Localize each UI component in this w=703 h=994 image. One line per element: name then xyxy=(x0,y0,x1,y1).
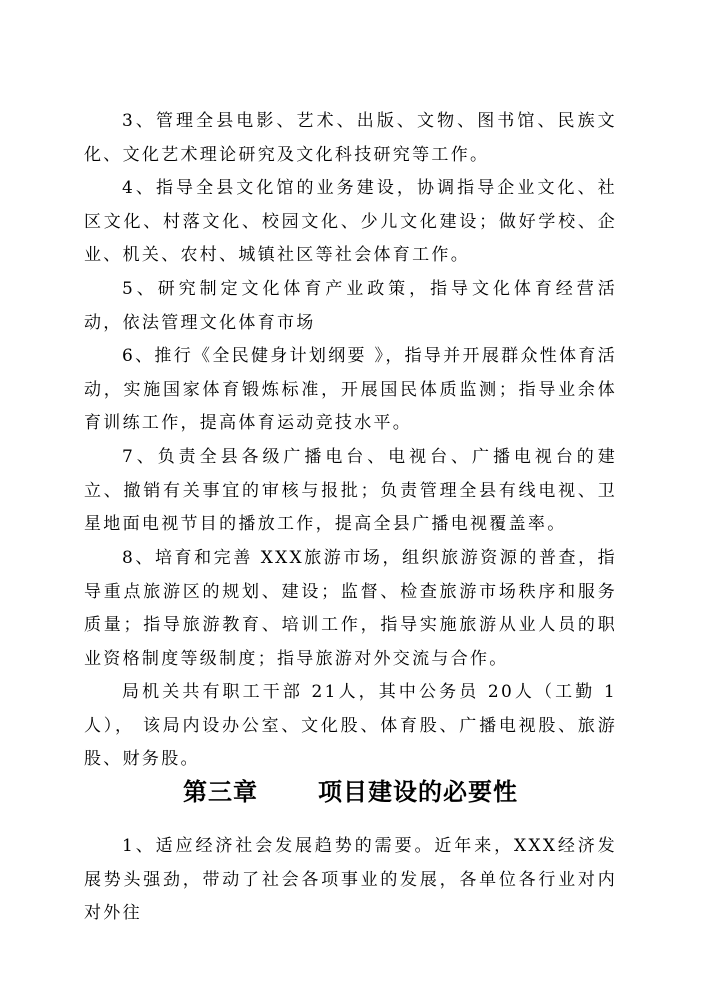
chapter-title: 项目建设的必要性 xyxy=(318,778,518,806)
paragraph-item-7: 7、负责全县各级广播电台、电视台、广播电视台的建立、撤销有关事宜的审核与报批；负责管理全县有线电视、卫星地面电视节目的播放工作，提高全县广播电视覆盖率。 xyxy=(84,447,617,535)
paragraph-item-5: 5、研究制定文化体育产业政策，指导文化体育经营活动，依法管理文化体育市场 xyxy=(84,279,617,333)
chapter-number: 第三章 xyxy=(183,778,258,806)
paragraph-necessity-1: 1、适应经济社会发展趋势的需要。近年来，XXX经济发展势头强劲，带动了社会各项事业的发展，各单位各行业对内对外往 xyxy=(84,836,617,924)
paragraph-item-8: 8、培育和完善 XXX旅游市场，组织旅游资源的普查，指导重点旅游区的规划、建设；监督、检查旅游市场秩序和服务质量；指导旅游教育、培训工作，指导实施旅游从业人员的职业资格制度等级制度；指导旅游对外交流与合作。 xyxy=(84,548,617,669)
paragraph-item-4: 4、指导全县文化馆的业务建设，协调指导企业文化、社区文化、村落文化、校园文化、少儿文化建设；做好学校、企业、机关、农村、城镇社区等社会体育工作。 xyxy=(84,178,617,266)
paragraph-item-3: 3、管理全县电影、艺术、出版、文物、图书馆、民族文化、文化艺术理论研究及文化科技研究等工作。 xyxy=(84,111,617,165)
paragraph-staffing: 局机关共有职工干部 21人，其中公务员 20人（工勤 1人）， 该局内设办公室、文化股、体育股、广播电视股、旅游股、财务股。 xyxy=(84,682,617,770)
chapter-heading xyxy=(84,772,617,812)
paragraph-item-6: 6、推行《全民健身计划纲要 》，指导并开展群众性体育活动，实施国家体育锻炼标准，开展国民体质监测；指导业余体育训练工作，提高体育运动竞技水平。 xyxy=(84,346,617,434)
